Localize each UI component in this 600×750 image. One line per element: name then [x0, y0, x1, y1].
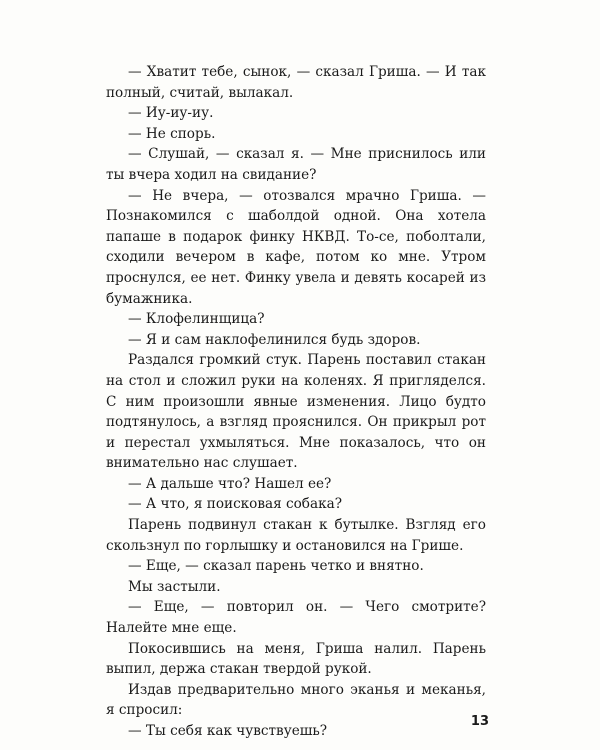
paragraph: — Ты себя как чувствуешь? — [128, 723, 328, 739]
paragraph: — Не вчера, — отозвался мрачно Гриша. — Познакомился с шаболдой одной. Она хотела папаше в подарок финку НКВД. То-се, поболтали, сходили вечером в кафе, потом ко мне. Утром проснулся, ее нет. Финку увела и девять косарей из бумажника. — [106, 187, 486, 307]
paragraph: — А дальше что? Нашел ее? — [128, 475, 332, 492]
paragraph: — А что, я поисковая собака? — [128, 496, 342, 513]
paragraph: — Не спорь. — [128, 125, 216, 142]
paragraph: — Клофелинщица? — [128, 311, 265, 328]
paragraph: — Иу-иу-иу. — [128, 105, 214, 122]
paragraph: — Еще, — повторил он. — Чего смотрите? Налейте мне еще. — [106, 599, 486, 637]
paragraph: — Я и сам наклофелинился будь здоров. — [128, 331, 421, 348]
paragraph: Мы застыли. — [128, 578, 221, 595]
paragraph: Издав предварительно много эканья и меканья, я спросил: — [106, 681, 486, 719]
paragraph: Раздался громкий стук. Парень поставил стакан на стол и сложил руки на коленях. Я пригляделся. С ним произошли явные изменения. Лицо будто подтянулось, а взгляд прояснился. Он прикрыл рот и перестал ухмыляться. Мне показалось, что он внимательно нас слушает. — [106, 352, 486, 472]
text-block — [106, 62, 486, 742]
page-number: 13 — [470, 714, 489, 729]
paragraph: Парень подвинул стакан к бутылке. Взгляд его скользнул по горлышку и остановился на Грише. — [106, 517, 486, 554]
paragraph: — Хватит тебе, сынок, — сказал Гриша. — И так полный, считай, вылакал. — [106, 64, 486, 101]
paragraph: Покосившись на меня, Гриша налил. Парень выпил, держа стакан твердой рукой. — [106, 640, 486, 678]
paragraph: — Слушай, — сказал я. — Мне приснилось или ты вчера ходил на свидание? — [106, 146, 486, 183]
paragraph: — Еще, — сказал парень четко и внятно. — [128, 558, 424, 575]
